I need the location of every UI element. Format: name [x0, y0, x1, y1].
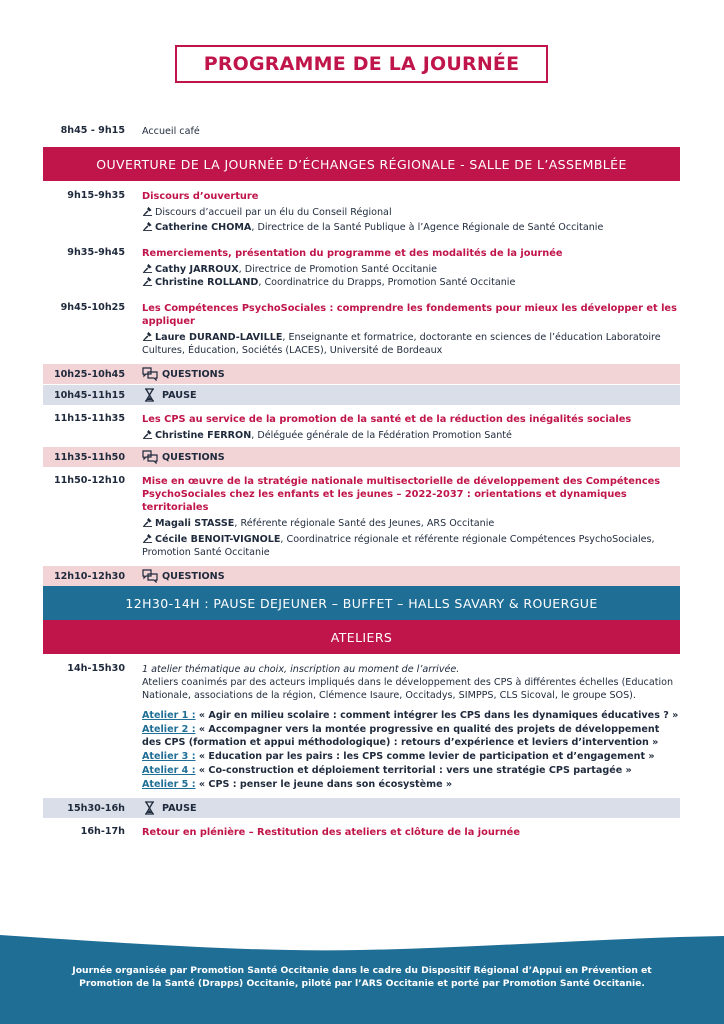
pause-row: [43, 798, 680, 818]
opening-banner: OUVERTURE DE LA JOURNÉE D’ÉCHANGES RÉGIONALE - SALLE DE L’ASSEMBLÉE: [43, 147, 680, 181]
pause-row: [43, 385, 680, 405]
microphone-icon: [142, 533, 153, 543]
page-title-box: [175, 45, 548, 83]
lunch-banner: 12H30-14H : PAUSE DEJEUNER – BUFFET – HALLS SAVARY & ROUERGUE: [43, 586, 680, 620]
welcome-row: [43, 122, 680, 138]
questions-row: [43, 566, 680, 586]
time: 10h25-10h45: [53, 368, 125, 380]
ateliers-intro: 1 atelier thématique au choix, inscription au moment de l’arrivée. Ateliers coanimés par des acteurs impliqués dans le développement des CPS à différentes échelles (Education Nationale, associations de la région, Clémence Isaure, Occitadys, SIMPPS, CLS Sicoval, le groupe SOS).: [142, 664, 674, 701]
speaker-name: Cécile BENOIT-VIGNOLE: [155, 534, 281, 545]
time: 12h10-12h30: [53, 570, 125, 582]
microphone-icon: [142, 206, 153, 216]
time: 11h50-12h10: [53, 475, 125, 486]
questions-row: [43, 364, 680, 384]
session-title: Remerciements, présentation du programme et des modalités de la journée: [142, 248, 563, 259]
speaker-name: Catherine CHOMA: [155, 222, 252, 233]
questions-row: [43, 447, 680, 467]
speaker: Christine FERRON, Déléguée générale de la Fédération Promotion Santé: [142, 429, 680, 442]
programme: [43, 122, 680, 845]
chat-bubbles-icon: [142, 367, 158, 381]
microphone-icon: [142, 331, 153, 341]
session-title: Mise en œuvre de la stratégie nationale multisectorielle de développement des Compétences PsychoSociales chez les enfants et les jeunes – 2022-2037 : orientations et dynamiques territoriales: [142, 476, 661, 513]
time: 16h-17h: [80, 826, 125, 837]
atelier-label[interactable]: Atelier 2 :: [142, 724, 196, 735]
atelier-item: Atelier 3 : « Education par les pairs : les CPS comme levier de participation et d’engagement »: [142, 751, 655, 762]
session-row: [43, 468, 680, 565]
speaker: Cécile BENOIT-VIGNOLE, Coordinatrice régionale et référente régionale Compétences PsychoSociales, Promotion Santé Occitanie: [142, 534, 655, 558]
speaker: Magali STASSE, Référente régionale Santé des Jeunes, ARS Occitanie: [142, 517, 680, 530]
speaker-name: Cathy JARROUX: [155, 264, 239, 275]
session-title: Retour en plénière – Restitution des ateliers et clôture de la journée: [142, 827, 520, 838]
microphone-icon: [142, 221, 153, 231]
ateliers-row: [43, 654, 680, 797]
atelier-item: Atelier 2 : « Accompagner vers la montée progressive en qualité des projets de développement des CPS (formation et appui méthodologique) : retours d’expérience et leviers d’intervention »: [142, 724, 660, 748]
session-title: Discours d’ouverture: [142, 191, 259, 202]
hourglass-icon: [142, 388, 158, 402]
chat-bubbles-icon: [142, 450, 158, 464]
session-row: [43, 240, 680, 295]
speaker-name: Magali STASSE: [155, 518, 235, 529]
speaker-name: Christine ROLLAND: [155, 277, 259, 288]
time: 9h45-10h25: [60, 302, 125, 313]
chat-bubbles-icon: [142, 569, 158, 583]
time: 14h-15h30: [67, 663, 125, 674]
microphone-icon: [142, 276, 153, 286]
welcome-label: Accueil café: [142, 126, 200, 137]
questions-label: QUESTIONS: [162, 451, 225, 463]
session-row: [43, 181, 680, 240]
speaker-name: Laure DURAND-LAVILLE: [155, 332, 283, 343]
time: 15h30-16h: [67, 802, 125, 814]
atelier-label[interactable]: Atelier 3 :: [142, 751, 196, 762]
questions-label: QUESTIONS: [162, 570, 225, 582]
microphone-icon: [142, 263, 153, 273]
atelier-label[interactable]: Atelier 5 :: [142, 779, 196, 790]
atelier-item: Atelier 4 : « Co-construction et déploiement territorial : vers une stratégie CPS partagée »: [142, 765, 632, 776]
speaker-name: Christine FERRON: [155, 430, 252, 441]
speaker: Catherine CHOMA, Directrice de la Santé Publique à l’Agence Régionale de Santé Occitanie: [142, 221, 680, 234]
atelier-item: Atelier 1 : « Agir en milieu scolaire : comment intégrer les CPS dans les dynamiques éducatives ? »: [142, 710, 679, 721]
time: 8h45 - 9h15: [60, 125, 125, 136]
ateliers-banner: ATELIERS: [43, 620, 680, 654]
page-title: PROGRAMME DE LA JOURNÉE: [203, 53, 520, 75]
time: 9h15-9h35: [67, 190, 125, 201]
speaker: Christine ROLLAND, Coordinatrice du Drapps, Promotion Santé Occitanie: [142, 276, 680, 289]
speaker: Discours d’accueil par un élu du Conseil Régional: [142, 206, 680, 219]
time: 9h35-9h45: [67, 247, 125, 258]
microphone-icon: [142, 429, 153, 439]
session-row: [43, 295, 680, 363]
footer-text: Journée organisée par Promotion Santé Occitanie dans le cadre du Dispositif Régional d’Appui en Prévention et Promotion de la Santé (Drapps) Occitanie, piloté par l’ARS Occitanie et porté par Promotion Santé Occitanie.: [72, 965, 652, 989]
session-row: [43, 406, 680, 446]
speaker: Laure DURAND-LAVILLE, Enseignante et formatrice, doctorante en sciences de l’éducation Laboratoire Cultures, Éducation, Sociétés (LACES), Université de Bordeaux: [142, 332, 661, 356]
session-title: Les Compétences PsychoSociales : comprendre les fondements pour mieux les développer et les appliquer: [142, 303, 677, 327]
session-title: Les CPS au service de la promotion de la santé et de la réduction des inégalités sociales: [142, 414, 632, 425]
atelier-label[interactable]: Atelier 4 :: [142, 765, 196, 776]
pause-label: PAUSE: [162, 389, 197, 401]
time: 10h45-11h15: [53, 389, 125, 401]
time: 11h35-11h50: [53, 451, 125, 463]
microphone-icon: [142, 517, 153, 527]
pause-label: PAUSE: [162, 802, 197, 814]
atelier-label[interactable]: Atelier 1 :: [142, 710, 196, 721]
speaker: Cathy JARROUX, Directrice de Promotion Santé Occitanie: [142, 263, 680, 276]
closing-row: [43, 819, 680, 845]
questions-label: QUESTIONS: [162, 368, 225, 380]
time: 11h15-11h35: [53, 413, 125, 424]
atelier-item: Atelier 5 : « CPS : penser le jeune dans son écosystème »: [142, 779, 453, 790]
hourglass-icon: [142, 801, 158, 815]
